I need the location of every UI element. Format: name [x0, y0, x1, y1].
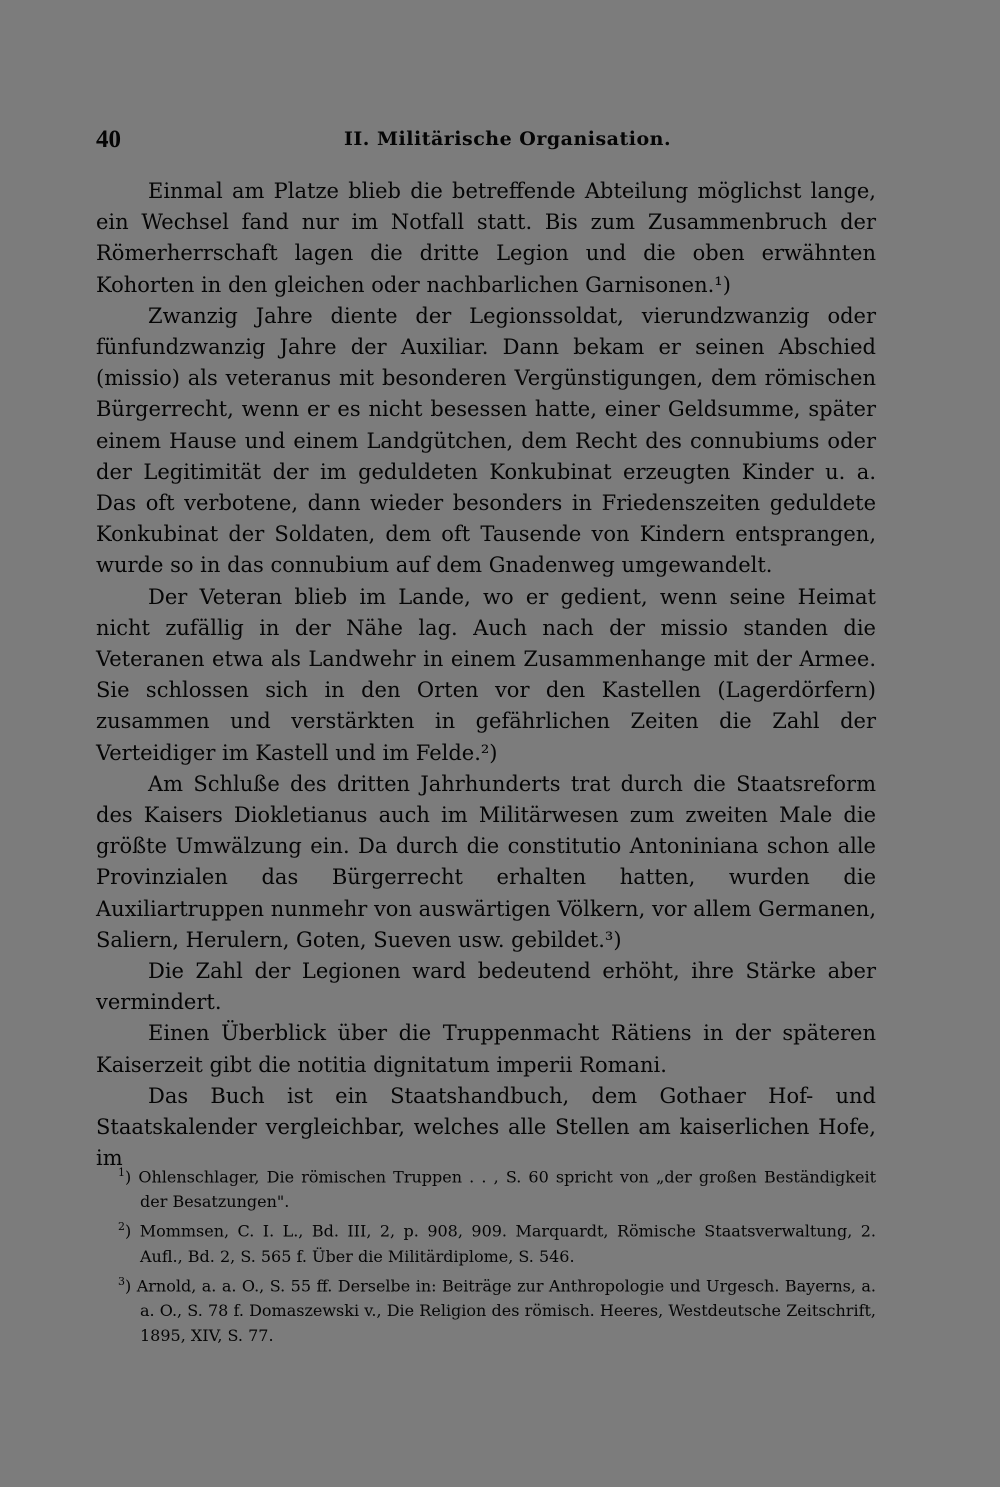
running-head: II. Militärische Organisation.: [344, 128, 672, 150]
footnote: $^3$) Arnold, a. a. O., S. 55 ff. Derselbe in: Beiträge zur Anthropologie und Urgesch. Bayerns, a. a. O., S. 78 f. Domaszewski v., Die Religion des römisch. Heeres, Westdeutsche Zeitschrift, 1895, XIV, S. 77.: [118, 1274, 877, 1345]
body-text: [96, 176, 876, 1175]
paragraph: Der Veteran blieb im Lande, wo er gedient, wenn seine Heimat nicht zufällig in der Nähe lag. Auch nach der missio standen die Veteranen etwa als Landwehr in einem Zusammenhange mit der Armee. Sie schlossen sich in den Orten vor den Kastellen (Lagerdörfern) zusammen und verstärkten in gefährlichen Zeiten die Zahl der Verteidiger im Kastell und im Felde.²): [96, 584, 876, 765]
paragraph: Zwanzig Jahre diente der Legionssoldat, vierundzwanzig oder fünfundzwanzig Jahre der Auxiliar. Dann bekam er seinen Abschied (missio) als veteranus mit besonderen Vergünstigungen, dem römischen Bürgerrecht, wenn er es nicht besessen hatte, einer Geldsumme, später einem Hause und einem Landgütchen, dem Recht des connubiums oder der Legitimität der im geduldeten Konkubinat erzeugten Kinder u. a. Das oft verbotene, dann wieder besonders in Friedenszeiten geduldete Konkubinat der Soldaten, dem oft Tausende von Kindern entsprangen, wurde so in das connubium auf dem Gnadenweg umgewandelt.: [96, 303, 876, 578]
page-number: 40: [96, 126, 121, 153]
footnote: $^1$) Ohlenschlager, Die römischen Truppen . . , S. 60 spricht von „der großen Beständigkeit der Besatzungen".: [118, 1166, 876, 1212]
footnote-text: Arnold, a. a. O., S. 55 ff. Derselbe in: Beiträge zur Anthropologie und Urgesch. Bayerns, a. a. O., S. 78 f. Domaszewski v., Die Religion des römisch. Heeres, Westdeutsche Zeitschrift, 1895, XIV, S. 77.: [136, 1275, 877, 1345]
footnote-mark: 3: [118, 1274, 125, 1288]
footnotes: [96, 1160, 876, 1348]
page-header: [96, 126, 876, 160]
paragraph: Am Schluße des dritten Jahrhunderts trat durch die Staatsreform des Kaisers Diokletianus auch im Militärwesen zum zweiten Male die größte Umwälzung ein. Da durch die constitutio Antoniniana schon alle Provinzialen das Bürgerrecht erhalten hatten, wurden die Auxiliartruppen nunmehr von auswärtigen Völkern, vor allem Germanen, Saliern, Herulern, Goten, Sueven usw. gebildet.³): [96, 771, 876, 952]
paragraph: Die Zahl der Legionen ward bedeutend erhöht, ihre Stärke aber vermindert.: [96, 959, 876, 1015]
footnote-text: Mommsen, C. I. L., Bd. III, 2, p. 908, 909. Marquardt, Römische Staatsverwaltung, 2. Aufl., Bd. 2, S. 565 f. Über die Militärdiplome, S. 546.: [139, 1221, 876, 1266]
footnote-mark: 1: [118, 1166, 125, 1179]
footnote: $^2$) Mommsen, C. I. L., Bd. III, 2, p. 908, 909. Marquardt, Römische Staatsverwaltung, 2. Aufl., Bd. 2, S. 565 f. Über die Militärdiplome, S. 546.: [118, 1220, 876, 1266]
footnote-mark: 2: [118, 1220, 125, 1234]
paragraph: Einen Überblick über die Truppenmacht Rätiens in der späteren Kaiserzeit gibt die notitia dignitatum imperii Romani.: [96, 1021, 876, 1077]
footnote-text: Ohlenschlager, Die römischen Truppen . . , S. 60 spricht von „der großen Beständigkeit der Besatzungen".: [138, 1167, 876, 1212]
paragraph: Das Buch ist ein Staatshandbuch, dem Gothaer Hof- und Staatskalender vergleichbar, welches alle Stellen am kaiserlichen Hofe, im: [96, 1083, 876, 1171]
paragraph: Einmal am Platze blieb die betreffende Abteilung möglichst lange, ein Wechsel fand nur im Notfall statt. Bis zum Zusammenbruch der Römerherrschaft lagen die dritte Legion und die oben erwähnten Kohorten in den gleichen oder nachbarlichen Garnisonen.¹): [96, 179, 876, 297]
